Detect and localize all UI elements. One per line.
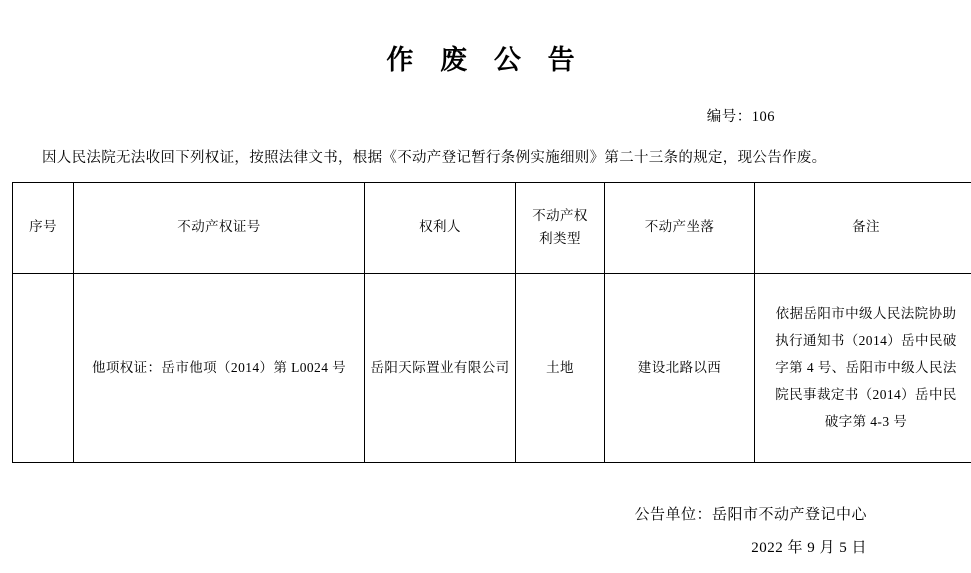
intro-paragraph <box>12 148 959 170</box>
column-header-remark: 备注 <box>755 182 971 273</box>
cell-remark: 依据岳阳市中级人民法院协助执行通知书（2014）岳中民破字第 4 号、岳阳市中级人民法院民事裁定书（2014）岳中民破字第 4-3 号 <box>755 273 971 462</box>
column-header-certificate-no: 不动产权证号 <box>74 182 365 273</box>
column-header-property-right-type-line1: 不动产权 <box>517 205 603 228</box>
revocation-table <box>12 182 971 463</box>
table-header-row <box>13 182 971 273</box>
cell-property-right-type: 土地 <box>516 273 605 462</box>
issuing-authority: 公告单位：岳阳市不动产登记中心 <box>12 499 867 532</box>
cell-location: 建设北路以西 <box>605 273 755 462</box>
column-header-seq: 序号 <box>13 182 74 273</box>
document-footer <box>12 499 959 565</box>
cell-owner: 岳阳天际置业有限公司 <box>365 273 516 462</box>
document-number: 编号：106 <box>12 105 959 126</box>
issue-date: 2022 年 9 月 5 日 <box>12 532 867 565</box>
table-row <box>13 273 971 462</box>
column-header-location: 不动产坐落 <box>605 182 755 273</box>
cell-seq <box>13 273 74 462</box>
document-page <box>0 38 971 573</box>
intro-text: 因人民法院无法收回下列权证，按照法律文书，根据《不动产登记暂行条例实施细则》第二十三条的规定，现公告作废。 <box>42 150 826 166</box>
column-header-property-right-type <box>516 182 605 273</box>
column-header-owner: 权利人 <box>365 182 516 273</box>
column-header-property-right-type-line2: 利类型 <box>517 228 603 251</box>
cell-certificate-no: 他项权证：岳市他项（2014）第 L0024 号 <box>74 273 365 462</box>
page-title: 作 废 公 告 <box>12 38 959 77</box>
